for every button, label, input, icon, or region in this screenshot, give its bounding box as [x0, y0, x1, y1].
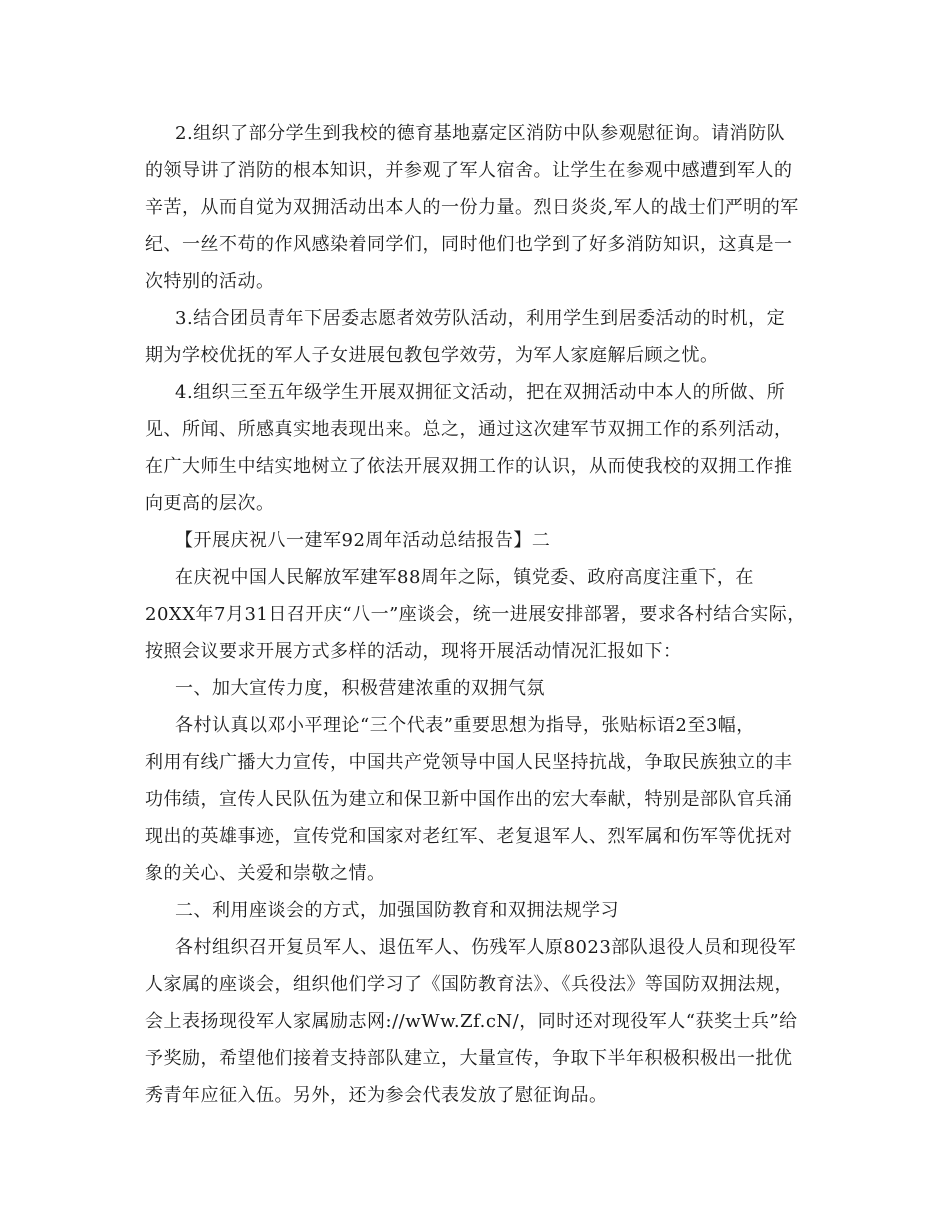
paragraph-line: 见、所闻、所感真实地表现出来。总之，通过这次建军节双拥工作的系列活动，: [145, 419, 793, 440]
paragraph-line: 次特别的活动。: [145, 271, 275, 292]
paragraph-line: 利用有线广播大力宣传，中国共产党领导中国人民坚持抗战，争取民族独立的丰: [145, 752, 793, 773]
paragraph-line: 在广大师生中结实地树立了依法开展双拥工作的认识，从而使我校的双拥工作推: [145, 456, 793, 477]
paragraph-line: 4.组织三至五年级学生开展双拥征文活动，把在双拥活动中本人的所做、所: [175, 382, 786, 403]
paragraph-line: 2.组织了部分学生到我校的德育基地嘉定区消防中队参观慰征询。请消防队: [175, 123, 786, 144]
paragraph-line: 各村组织召开复员军人、退伍军人、伤残军人原8023部队退役人员和现役军: [175, 937, 797, 958]
paragraph-line: 会上表扬现役军人家属励志网://wWw.Zf.cN/，同时还对现役军人“获奖士兵”给: [145, 1011, 798, 1032]
paragraph-line: 按照会议要求开展方式多样的活动，现将开展活动情况汇报如下：: [145, 641, 682, 662]
paragraph-line: 辛苦，从而自觉为双拥活动出本人的一份力量。烈日炎炎,军人的战士们严明的军: [145, 197, 799, 218]
paragraph-line: 期为学校优抚的军人子女进展包教包学效劳，为军人家庭解后顾之忧。: [145, 345, 719, 366]
paragraph-line: 功伟绩，宣传人民队伍为建立和保卫新中国作出的宏大奉献，特别是部队官兵涌: [145, 789, 793, 810]
paragraph-line: 向更高的层次。: [145, 493, 275, 514]
paragraph-line: 的领导讲了消防的根本知识，并参观了军人宿舍。让学生在参观中感遭到军人的: [145, 160, 793, 181]
section-heading: 【开展庆祝八一建军92周年活动总结报告】二: [175, 530, 551, 551]
document-body: [145, 115, 825, 1114]
subsection-heading: 二、利用座谈会的方式，加强国防教育和双拥法规学习: [175, 900, 619, 921]
paragraph-line: 20XX年7月31日召开庆“八一”座谈会，统一进展安排部署，要求各村结合实际，: [145, 604, 806, 625]
paragraph-line: 在庆祝中国人民解放军建军88周年之际，镇党委、政府高度注重下，在: [175, 567, 754, 588]
paragraph-line: 3.结合团员青年下居委志愿者效劳队活动，利用学生到居委活动的时机，定: [175, 308, 786, 329]
paragraph-line: 象的关心、关爱和崇敬之情。: [145, 863, 386, 884]
paragraph-line: 各村认真以邓小平理论“三个代表”重要思想为指导，张贴标语2至3幅，: [175, 715, 755, 736]
paragraph-line: 予奖励，希望他们接着支持部队建立，大量宣传，争取下半年积极积极出一批优: [145, 1048, 793, 1069]
paragraph-line: 秀青年应征入伍。另外，还为参会代表发放了慰征询品。: [145, 1085, 608, 1106]
subsection-heading: 一、加大宣传力度，积极营建浓重的双拥气氛: [175, 678, 545, 699]
paragraph-line: 纪、一丝不苟的作风感染着同学们，同时他们也学到了好多消防知识，这真是一: [145, 234, 793, 255]
paragraph-line: 现出的英雄事迹，宣传党和国家对老红军、老复退军人、烈军属和伤军等优抚对: [145, 826, 793, 847]
paragraph-line: 人家属的座谈会，组织他们学习了《国防教育法》、《兵役法》等国防双拥法规，: [145, 974, 793, 995]
